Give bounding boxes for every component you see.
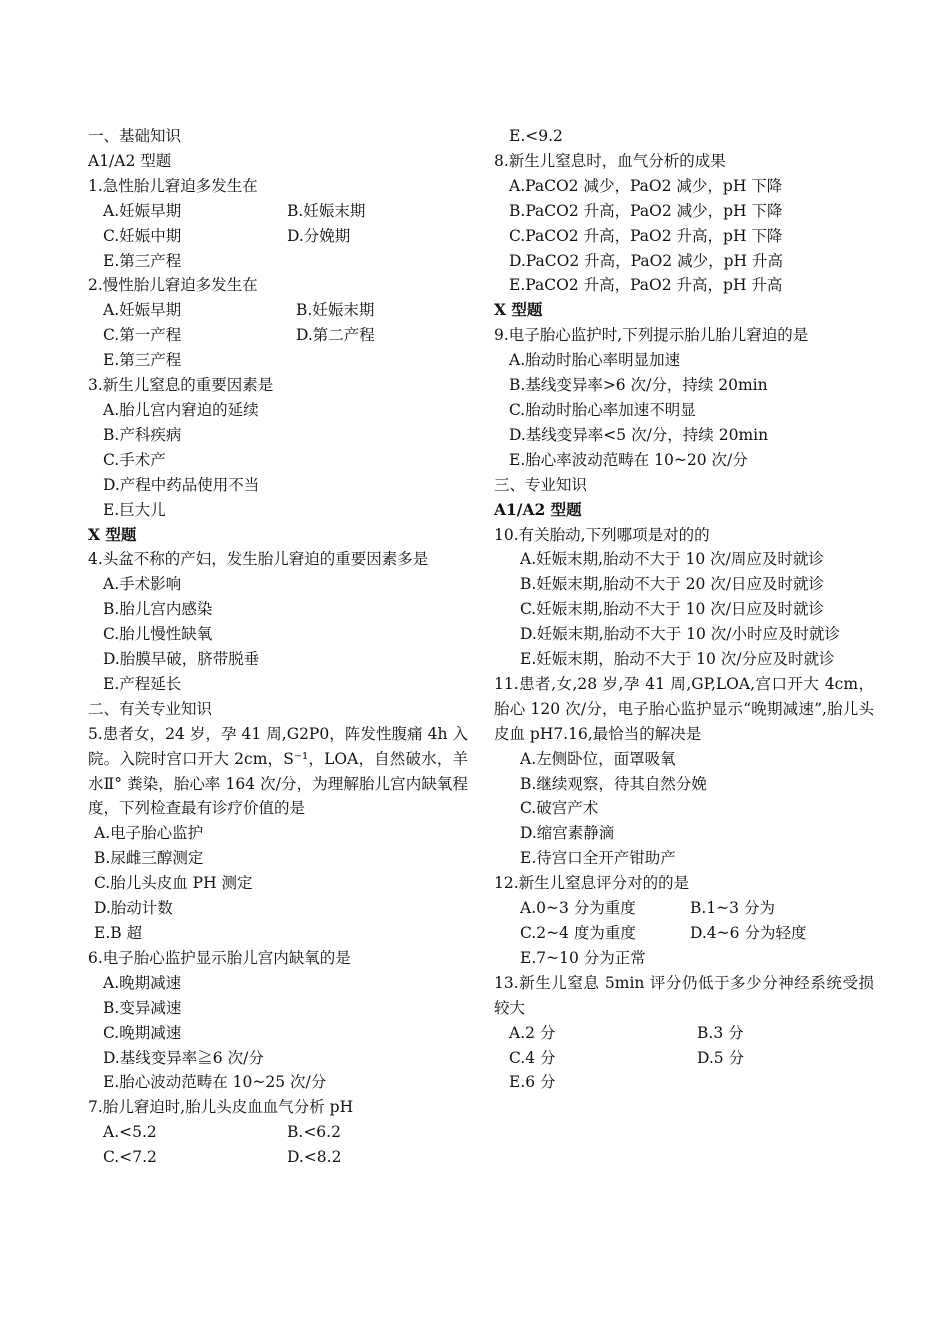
question-stem: 11.患者,女,28 岁,孕 41 周,GP,LOA,宫口开大 4cm，胎心 120 次/分，电子胎心监护显示“晚期减速”,胎儿头皮血 pH7.16,最恰当的解决是 <box>494 674 874 743</box>
option: D.基线变异率≧6 次/分 <box>103 1048 264 1067</box>
option: D.产程中药品使用不当 <box>103 475 260 494</box>
option: D.妊娠末期,胎动不大于 10 次/小时应及时就诊 <box>520 625 841 644</box>
question-stem: 9.电子胎心监护时,下列提示胎儿胎儿窘迫的是 <box>494 326 809 345</box>
option: A.PaCO2 减少，PaO2 减少，pH 下降 <box>509 176 783 195</box>
option: D.5 分 <box>697 1048 745 1067</box>
option: C.<7.2 <box>103 1148 157 1167</box>
option: A.<5.2 <box>103 1123 157 1142</box>
option: B.产科疾病 <box>103 425 182 444</box>
option: B.PaCO2 升高，PaO2 减少，pH 下降 <box>509 201 783 220</box>
option: A.2 分 <box>509 1023 556 1042</box>
option: B.尿雌三醇测定 <box>94 849 204 868</box>
option: E.7~10 分为正常 <box>520 948 646 967</box>
option: E.<9.2 <box>509 127 563 145</box>
option: C.第一产程 <box>103 326 182 345</box>
option: A.左侧卧位，面罩吸氧 <box>520 749 676 768</box>
option: B.变异减速 <box>103 998 182 1017</box>
option: A.胎动时胎心率明显加速 <box>509 351 681 370</box>
option: C.胎动时胎心率加速不明显 <box>509 400 696 419</box>
option-row <box>88 323 468 348</box>
option: C.2~4 度为重度 <box>520 924 636 942</box>
question-stem: 1.急性胎儿窘迫多发生在 <box>88 176 258 195</box>
question-stem: 5.患者女，24 岁，孕 41 周,G2P0，阵发性腹痛 4h 入院。入院时宫口开大 2cm，S⁻¹，LOA，自然破水，羊水Ⅱ° 粪染，胎心率 164 次/分，为理解胎儿宫内缺氧程度，下列检查最有诊疗价值的是 <box>88 724 468 818</box>
option: B.1~3 分为 <box>690 899 775 918</box>
option: A.妊娠早期 <box>103 301 182 320</box>
option-row <box>88 199 468 224</box>
option-row <box>494 1021 874 1046</box>
option-row <box>88 298 468 323</box>
option: E.胎心波动范畴在 10~25 次/分 <box>103 1073 327 1092</box>
option: A.胎儿宫内窘迫的延续 <box>103 400 259 419</box>
option-row <box>88 1145 468 1170</box>
option-row <box>88 1120 468 1145</box>
option: E.妊娠末期，胎动不大于 10 次/分应及时就诊 <box>520 650 835 669</box>
option: C.胎儿慢性缺氧 <box>103 625 213 644</box>
option: A.电子胎心监护 <box>94 824 204 843</box>
option: E.胎心率波动范畴在 10~20 次/分 <box>509 450 748 469</box>
option: C.胎儿头皮血 PH 测定 <box>94 874 253 893</box>
question-type-heading: A1/A2 型题 <box>494 499 582 519</box>
question-stem: 4.头盆不称的产妇，发生胎儿窘迫的重要因素多是 <box>88 550 429 569</box>
option: C.晚期减速 <box>103 1023 182 1042</box>
option: B.胎儿宫内感染 <box>103 600 213 619</box>
option: A.0~3 分为重度 <box>520 899 636 918</box>
question-stem: 2.慢性胎儿窘迫多发生在 <box>88 276 258 295</box>
question-stem: 7.胎儿窘迫时,胎儿头皮血血气分析 pH <box>88 1098 354 1117</box>
option: D.胎膜早破，脐带脱垂 <box>103 650 260 669</box>
option: D.缩宫素静滴 <box>520 824 615 843</box>
option: D.<8.2 <box>287 1148 342 1167</box>
option: D.PaCO2 升高，PaO2 减少，pH 升高 <box>509 251 783 270</box>
section-heading: 二、有关专业知识 <box>88 699 213 718</box>
option: E.第三产程 <box>103 351 182 370</box>
option: B.基线变异率>6 次/分，持续 20min <box>509 376 768 395</box>
option-row <box>88 224 468 249</box>
option: E.第三产程 <box>103 251 182 270</box>
question-stem: 10.有关胎动,下列哪项是对的的 <box>494 525 710 544</box>
option-row <box>494 1046 874 1071</box>
option: A.妊娠早期 <box>103 201 182 220</box>
section-heading: 一、基础知识 <box>88 127 182 145</box>
option: E.6 分 <box>509 1073 556 1092</box>
option: B.3 分 <box>697 1023 744 1042</box>
left-column <box>88 124 468 1170</box>
option: D.基线变异率<5 次/分，持续 20min <box>509 425 769 444</box>
question-type-heading: A1/A2 型题 <box>88 151 172 170</box>
question-type-heading: X 型题 <box>88 524 137 544</box>
option: E.PaCO2 升高，PaO2 升高，pH 升高 <box>509 276 783 295</box>
option: B.妊娠末期,胎动不大于 20 次/日应及时就诊 <box>520 575 825 594</box>
question-stem: 13.新生儿窒息 5min 评分仍低于多少分神经系统受损较大 <box>494 973 874 1017</box>
option: E.巨大儿 <box>103 500 166 519</box>
option: C.PaCO2 升高，PaO2 升高，pH 下降 <box>509 226 783 245</box>
option: C.破宫产术 <box>520 799 599 818</box>
option: E.产程延长 <box>103 674 182 693</box>
question-stem: 6.电子胎心监护显示胎儿宫内缺氧的是 <box>88 948 351 967</box>
question-stem: 8.新生儿窒息时，血气分析的成果 <box>494 151 726 170</box>
option: E.待宫口全开产钳助产 <box>520 849 676 868</box>
option: D.第二产程 <box>296 326 375 345</box>
option: C.妊娠中期 <box>103 226 182 245</box>
option: A.晚期减速 <box>103 973 182 992</box>
option: B.妊娠末期 <box>287 201 366 220</box>
option: B.<6.2 <box>287 1123 341 1142</box>
question-stem: 3.新生儿窒息的重要因素是 <box>88 376 274 395</box>
right-column <box>494 124 874 1095</box>
option: B.继续观察，待其自然分娩 <box>520 774 707 793</box>
option: B.妊娠末期 <box>296 301 375 320</box>
question-stem: 12.新生儿窒息评分对的的是 <box>494 874 690 893</box>
question-type-heading: X 型题 <box>494 300 543 320</box>
option: C.妊娠末期,胎动不大于 10 次/日应及时就诊 <box>520 600 824 619</box>
option: D.4~6 分为轻度 <box>690 924 807 942</box>
option: A.手术影响 <box>103 575 182 594</box>
option-row <box>494 921 874 946</box>
option: C.4 分 <box>509 1048 556 1067</box>
option: E.B 超 <box>94 924 143 942</box>
section-heading: 三、专业知识 <box>494 475 588 494</box>
option-row <box>494 896 874 921</box>
option: D.分娩期 <box>287 226 351 245</box>
option: D.胎动计数 <box>94 899 173 918</box>
option: C.手术产 <box>103 450 166 469</box>
option: A.妊娠末期,胎动不大于 10 次/周应及时就诊 <box>520 550 824 569</box>
